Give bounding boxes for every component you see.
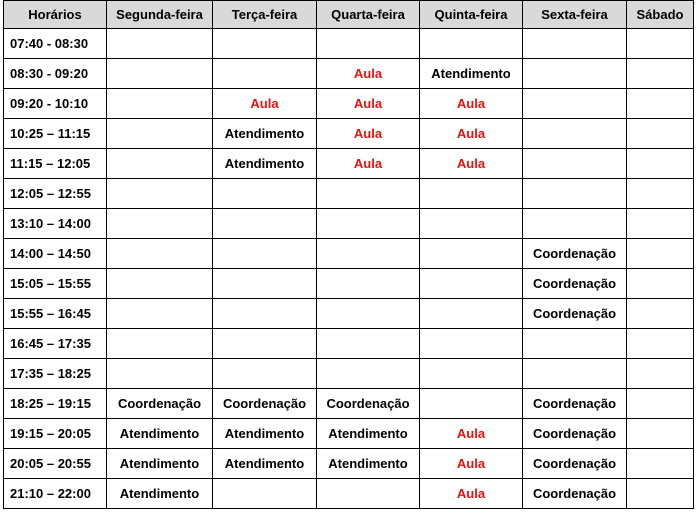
table-row bbox=[4, 389, 694, 419]
schedule-cell bbox=[317, 269, 420, 299]
schedule-cell bbox=[213, 239, 317, 269]
schedule-cell bbox=[107, 29, 213, 59]
schedule-cell: Coordenação bbox=[523, 269, 627, 299]
schedule-cell bbox=[627, 119, 694, 149]
schedule-cell bbox=[317, 479, 420, 509]
schedule-cell bbox=[523, 179, 627, 209]
schedule-cell: Coordenação bbox=[523, 449, 627, 479]
time-slot-cell: 18:25 – 19:15 bbox=[4, 389, 107, 419]
time-slot-cell: 11:15 – 12:05 bbox=[4, 149, 107, 179]
schedule-cell bbox=[420, 329, 523, 359]
table-row bbox=[4, 209, 694, 239]
schedule-cell bbox=[213, 59, 317, 89]
schedule-cell bbox=[523, 149, 627, 179]
schedule-cell bbox=[627, 89, 694, 119]
schedule-cell bbox=[213, 299, 317, 329]
time-slot-cell: 12:05 – 12:55 bbox=[4, 179, 107, 209]
schedule-cell bbox=[107, 209, 213, 239]
time-slot-cell: 07:40 - 08:30 bbox=[4, 29, 107, 59]
table-row bbox=[4, 269, 694, 299]
schedule-cell bbox=[213, 29, 317, 59]
time-slot-cell: 15:55 – 16:45 bbox=[4, 299, 107, 329]
table-row bbox=[4, 329, 694, 359]
time-slot-cell: 14:00 – 14:50 bbox=[4, 239, 107, 269]
schedule-cell: Atendimento bbox=[213, 419, 317, 449]
schedule-cell bbox=[213, 479, 317, 509]
schedule-cell: Coordenação bbox=[317, 389, 420, 419]
table-row bbox=[4, 29, 694, 59]
schedule-cell bbox=[317, 299, 420, 329]
schedule-table bbox=[3, 0, 694, 509]
table-row bbox=[4, 479, 694, 509]
schedule-cell: Coordenação bbox=[523, 419, 627, 449]
header-sexta: Sexta-feira bbox=[523, 1, 627, 29]
schedule-cell bbox=[627, 359, 694, 389]
schedule-cell: Atendimento bbox=[317, 419, 420, 449]
schedule-cell bbox=[420, 209, 523, 239]
time-slot-cell: 08:30 - 09:20 bbox=[4, 59, 107, 89]
table-row bbox=[4, 419, 694, 449]
table-row bbox=[4, 239, 694, 269]
schedule-cell: Atendimento bbox=[213, 149, 317, 179]
schedule-cell bbox=[627, 329, 694, 359]
schedule-cell bbox=[627, 299, 694, 329]
schedule-cell bbox=[627, 179, 694, 209]
schedule-cell bbox=[627, 239, 694, 269]
table-row bbox=[4, 359, 694, 389]
schedule-cell: Aula bbox=[420, 419, 523, 449]
time-slot-cell: 10:25 – 11:15 bbox=[4, 119, 107, 149]
table-row bbox=[4, 149, 694, 179]
time-slot-cell: 21:10 – 22:00 bbox=[4, 479, 107, 509]
schedule-cell: Atendimento bbox=[107, 419, 213, 449]
schedule-cell: Coordenação bbox=[107, 389, 213, 419]
schedule-cell bbox=[317, 209, 420, 239]
schedule-cell: Aula bbox=[420, 119, 523, 149]
time-slot-cell: 20:05 – 20:55 bbox=[4, 449, 107, 479]
schedule-cell bbox=[523, 119, 627, 149]
schedule-cell bbox=[523, 209, 627, 239]
schedule-cell bbox=[213, 359, 317, 389]
schedule-cell bbox=[107, 149, 213, 179]
schedule-cell: Aula bbox=[213, 89, 317, 119]
schedule-cell bbox=[627, 449, 694, 479]
schedule-cell bbox=[107, 239, 213, 269]
schedule-cell: Aula bbox=[317, 59, 420, 89]
header-sabado: Sábado bbox=[627, 1, 694, 29]
schedule-cell bbox=[420, 179, 523, 209]
schedule-cell bbox=[523, 329, 627, 359]
schedule-cell bbox=[213, 269, 317, 299]
table-row bbox=[4, 449, 694, 479]
schedule-cell bbox=[523, 29, 627, 59]
schedule-cell bbox=[107, 269, 213, 299]
schedule-cell: Atendimento bbox=[107, 449, 213, 479]
schedule-cell bbox=[523, 359, 627, 389]
header-quarta: Quarta-feira bbox=[317, 1, 420, 29]
schedule-cell bbox=[627, 479, 694, 509]
schedule-cell: Coordenação bbox=[523, 389, 627, 419]
table-row bbox=[4, 119, 694, 149]
schedule-cell bbox=[317, 359, 420, 389]
schedule-cell bbox=[213, 179, 317, 209]
header-horarios: Horários bbox=[4, 1, 107, 29]
schedule-cell bbox=[317, 29, 420, 59]
time-slot-cell: 13:10 – 14:00 bbox=[4, 209, 107, 239]
schedule-cell: Atendimento bbox=[107, 479, 213, 509]
schedule-cell: Aula bbox=[420, 449, 523, 479]
schedule-cell bbox=[107, 329, 213, 359]
schedule-cell: Atendimento bbox=[317, 449, 420, 479]
schedule-cell: Atendimento bbox=[213, 449, 317, 479]
time-slot-cell: 16:45 – 17:35 bbox=[4, 329, 107, 359]
schedule-cell: Aula bbox=[317, 149, 420, 179]
schedule-cell bbox=[213, 209, 317, 239]
schedule-cell bbox=[107, 89, 213, 119]
schedule-cell: Coordenação bbox=[523, 479, 627, 509]
schedule-cell: Aula bbox=[420, 149, 523, 179]
schedule-cell bbox=[317, 239, 420, 269]
schedule-cell: Aula bbox=[420, 479, 523, 509]
schedule-cell bbox=[420, 299, 523, 329]
header-terca: Terça-feira bbox=[213, 1, 317, 29]
time-slot-cell: 15:05 – 15:55 bbox=[4, 269, 107, 299]
time-slot-cell: 17:35 – 18:25 bbox=[4, 359, 107, 389]
schedule-body bbox=[4, 29, 694, 509]
schedule-cell bbox=[523, 59, 627, 89]
schedule-cell bbox=[420, 239, 523, 269]
schedule-cell bbox=[420, 29, 523, 59]
schedule-cell bbox=[317, 329, 420, 359]
schedule-cell: Coordenação bbox=[523, 299, 627, 329]
header-segunda: Segunda-feira bbox=[107, 1, 213, 29]
header-row bbox=[4, 1, 694, 29]
schedule-cell: Coordenação bbox=[213, 389, 317, 419]
schedule-cell: Atendimento bbox=[420, 59, 523, 89]
schedule-cell bbox=[107, 119, 213, 149]
schedule-cell bbox=[627, 149, 694, 179]
schedule-cell bbox=[420, 269, 523, 299]
time-slot-cell: 19:15 – 20:05 bbox=[4, 419, 107, 449]
time-slot-cell: 09:20 - 10:10 bbox=[4, 89, 107, 119]
schedule-cell: Aula bbox=[317, 119, 420, 149]
schedule-cell bbox=[420, 389, 523, 419]
schedule-cell bbox=[107, 179, 213, 209]
schedule-cell: Coordenação bbox=[523, 239, 627, 269]
schedule-cell bbox=[627, 389, 694, 419]
schedule-cell bbox=[627, 209, 694, 239]
schedule-cell bbox=[627, 419, 694, 449]
schedule-cell bbox=[420, 359, 523, 389]
schedule-cell bbox=[627, 59, 694, 89]
schedule-cell bbox=[523, 89, 627, 119]
schedule-cell: Aula bbox=[317, 89, 420, 119]
table-row bbox=[4, 59, 694, 89]
schedule-cell bbox=[317, 179, 420, 209]
schedule-cell bbox=[627, 29, 694, 59]
table-row bbox=[4, 89, 694, 119]
table-row bbox=[4, 299, 694, 329]
schedule-cell bbox=[107, 359, 213, 389]
schedule-cell: Atendimento bbox=[213, 119, 317, 149]
table-row bbox=[4, 179, 694, 209]
schedule-cell bbox=[107, 59, 213, 89]
schedule-cell bbox=[213, 329, 317, 359]
schedule-cell bbox=[627, 269, 694, 299]
header-quinta: Quinta-feira bbox=[420, 1, 523, 29]
schedule-cell bbox=[107, 299, 213, 329]
schedule-cell: Aula bbox=[420, 89, 523, 119]
